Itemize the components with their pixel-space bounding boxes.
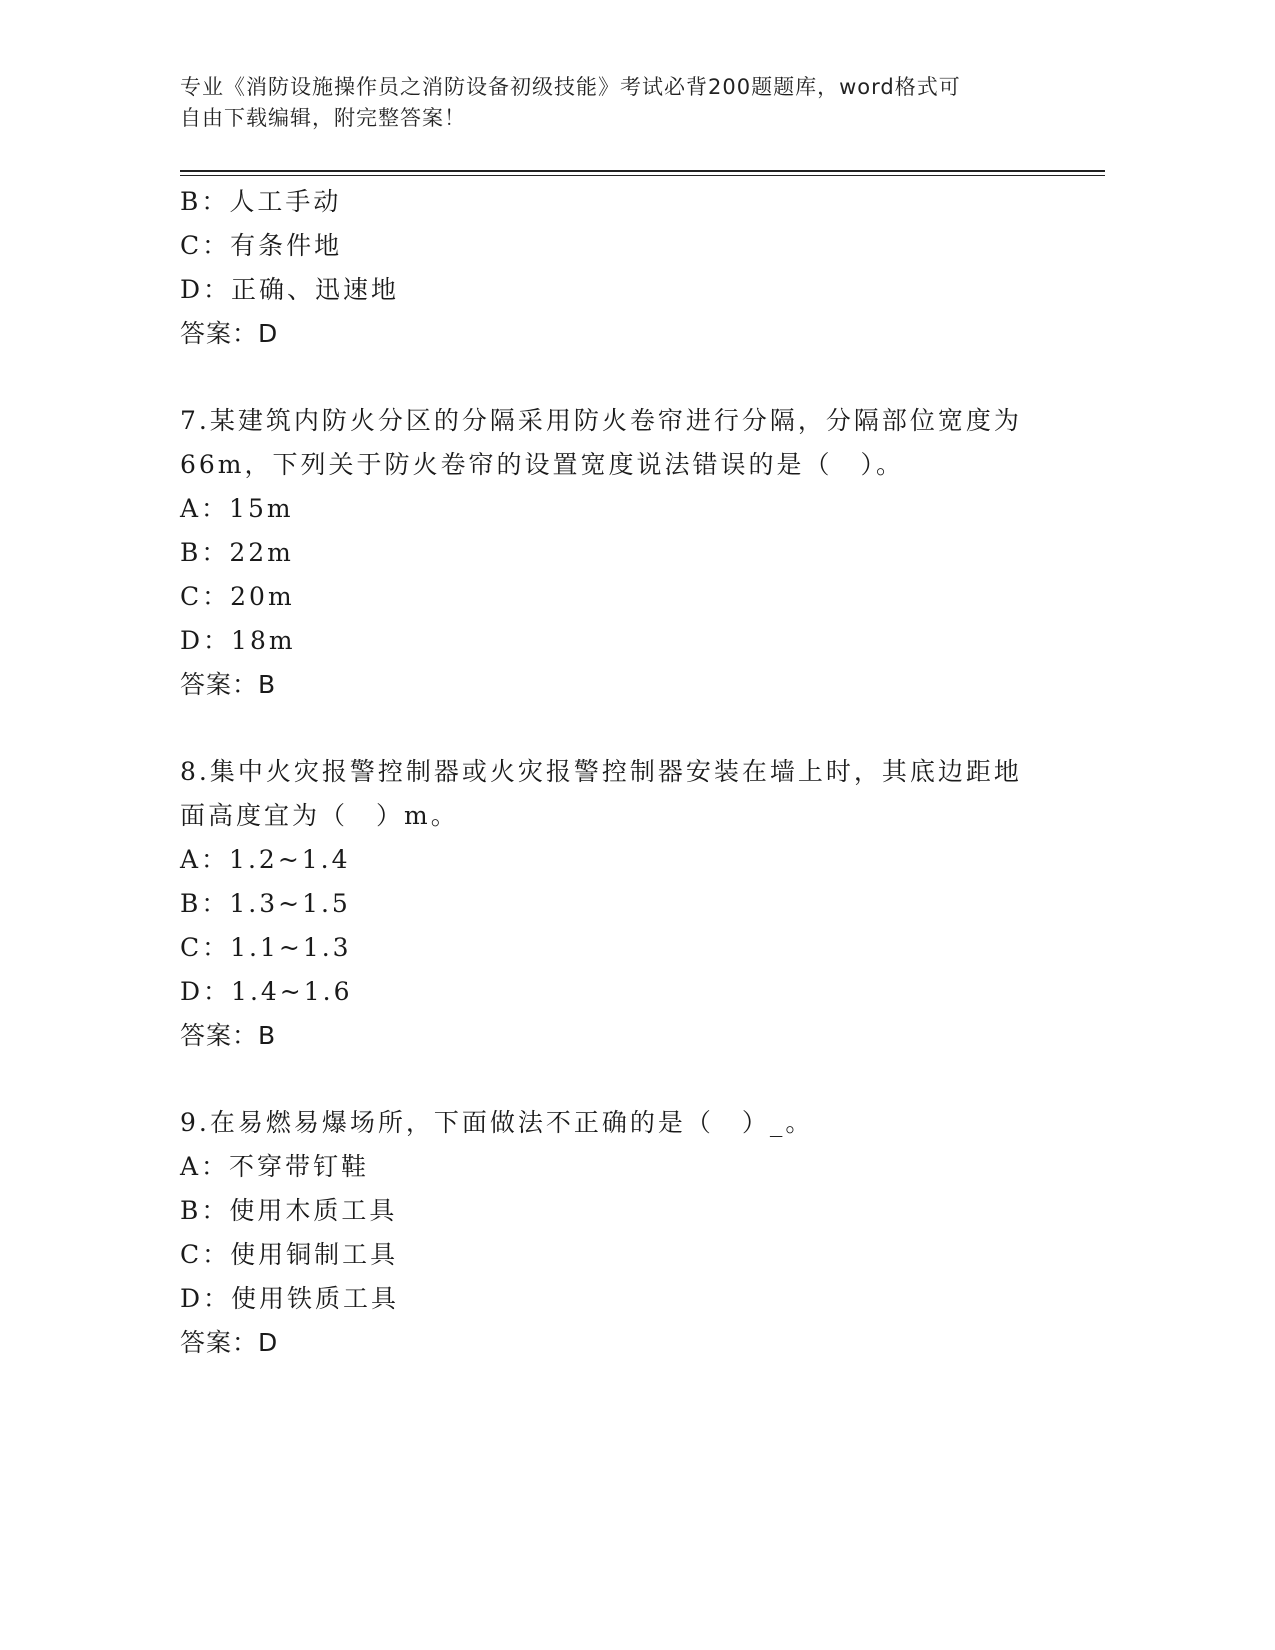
- option-b: B：22m: [180, 538, 294, 567]
- question-item: [180, 750, 1080, 1058]
- question-stem-line: 面高度宜为（ ）m。: [180, 801, 459, 830]
- header-title-line-2: 自由下载编辑，附完整答案！: [180, 106, 466, 130]
- option-b: B：1.3~1.5: [180, 889, 351, 918]
- continued-question: [180, 180, 1080, 356]
- answer-line: 答案：B: [180, 670, 277, 699]
- document-header: [180, 72, 1040, 134]
- header-title-line-1: 专业《消防设施操作员之消防设备初级技能》考试必背200题题库，word格式可: [180, 75, 961, 99]
- question-stem-line: 8.集中火灾报警控制器或火灾报警控制器安装在墙上时，其底边距地: [180, 757, 1022, 786]
- option-b: B：使用木质工具: [180, 1196, 398, 1225]
- answer-line: 答案：D: [180, 319, 279, 348]
- option-d: D：使用铁质工具: [180, 1284, 400, 1313]
- option-c: C：有条件地: [180, 231, 343, 260]
- option-c: C：使用铜制工具: [180, 1240, 399, 1269]
- answer-line: 答案：D: [180, 1328, 279, 1357]
- option-d: D：1.4~1.6: [180, 977, 353, 1006]
- option-b: B：人工手动: [180, 187, 342, 216]
- question-item: [180, 399, 1080, 707]
- question-list: [180, 180, 1080, 1365]
- question-stem-line: 9.在易燃易爆场所，下面做法不正确的是（ ）_。: [180, 1108, 814, 1137]
- option-d: D：18m: [180, 626, 296, 655]
- header-divider-thick: [180, 170, 1105, 172]
- answer-line: 答案：B: [180, 1021, 277, 1050]
- option-a: A：1.2~1.4: [180, 845, 351, 874]
- question-stem-line: 7.某建筑内防火分区的分隔采用防火卷帘进行分隔，分隔部位宽度为: [180, 406, 1022, 435]
- question-item: [180, 1101, 1080, 1365]
- option-a: A：不穿带钉鞋: [180, 1152, 370, 1181]
- option-c: C：20m: [180, 582, 295, 611]
- option-c: C：1.1~1.3: [180, 933, 352, 962]
- option-d: D：正确、迅速地: [180, 275, 400, 304]
- question-stem-line: 66m，下列关于防火卷帘的设置宽度说法错误的是（ ）。: [180, 450, 905, 479]
- header-divider-thin: [180, 175, 1105, 176]
- option-a: A：15m: [180, 494, 294, 523]
